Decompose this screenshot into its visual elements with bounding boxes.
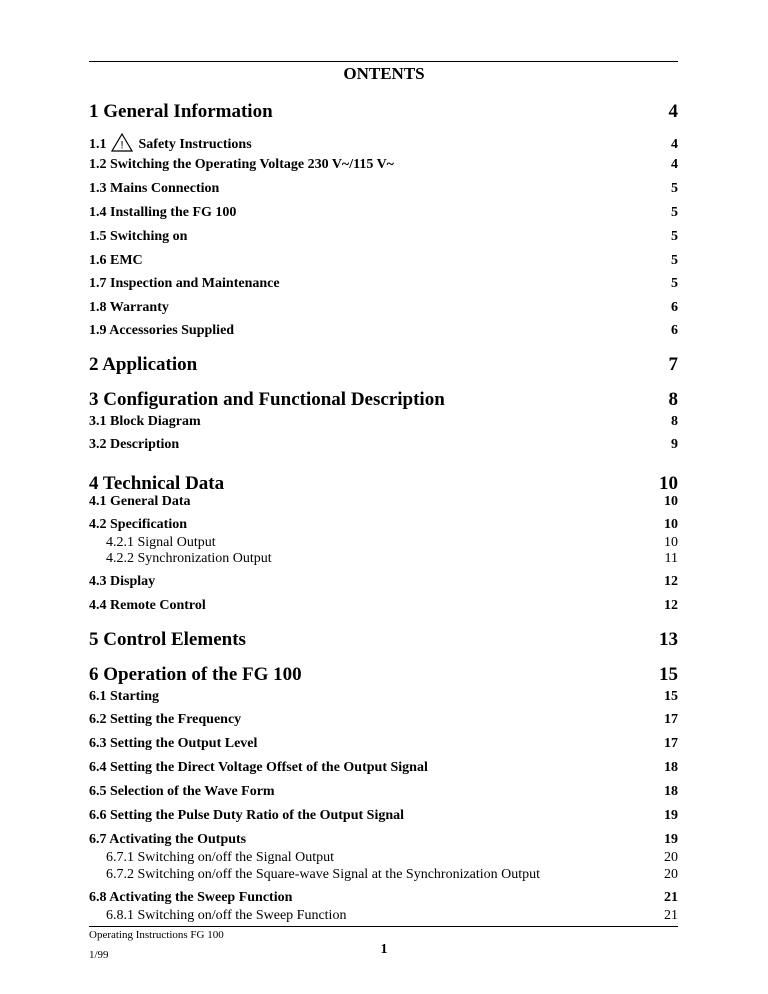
toc-entry[interactable] — [89, 808, 678, 824]
toc-entry[interactable] — [89, 760, 678, 776]
toc-entry-label: 6.7.1 Switching on/off the Signal Output — [106, 850, 335, 865]
toc-entry-label: 5 Control Elements — [89, 629, 246, 650]
toc-entry[interactable] — [89, 133, 678, 157]
toc-entry-label: 3.2 Description — [89, 437, 180, 452]
toc-entry[interactable] — [89, 517, 678, 533]
toc-entry[interactable] — [89, 389, 678, 411]
toc-entry-page: 19 — [664, 808, 678, 823]
toc-entry-page: 18 — [664, 784, 678, 799]
toc-entry-label: 6 Operation of the FG 100 — [89, 664, 302, 685]
toc-entry[interactable] — [89, 473, 678, 495]
toc-entry[interactable] — [89, 664, 678, 686]
toc-entry[interactable] — [89, 101, 678, 123]
toc-entry[interactable] — [89, 300, 678, 316]
toc-entry-page: 5 — [671, 205, 678, 220]
warning-triangle-icon — [111, 133, 133, 157]
toc-entry-label: 1.3 Mains Connection — [89, 181, 220, 196]
svg-text:!: ! — [119, 139, 124, 152]
toc-entry-label: 1.4 Installing the FG 100 — [89, 205, 237, 220]
toc-entry[interactable] — [89, 323, 678, 339]
toc-entry-label: 6.2 Setting the Frequency — [89, 712, 242, 727]
toc-entry-page: 21 — [664, 908, 678, 923]
toc-entry-label: 1 General Information — [89, 101, 273, 122]
toc-entry[interactable] — [89, 157, 678, 173]
toc-entry[interactable] — [106, 908, 678, 924]
toc-entry-label: 6.5 Selection of the Wave Form — [89, 784, 275, 799]
toc-entry[interactable] — [89, 253, 678, 269]
toc-entry-label: 6.4 Setting the Direct Voltage Offset of the Output Signal — [89, 760, 428, 775]
toc-entry-number: 1.1 — [89, 137, 107, 152]
toc-entry-page: 10 — [659, 473, 678, 494]
toc-entry-page: 6 — [671, 300, 678, 315]
toc-entry-page: 7 — [668, 354, 678, 375]
toc-entry-page: 17 — [664, 712, 678, 727]
toc-entry-label: 3.1 Block Diagram — [89, 414, 201, 429]
footer-doc-title: Operating Instructions FG 100 — [89, 929, 224, 941]
toc-entry-label: 4.4 Remote Control — [89, 598, 206, 613]
toc-entry[interactable] — [89, 598, 678, 614]
toc-entry-page: 10 — [664, 517, 678, 532]
toc-entry-page: 17 — [664, 736, 678, 751]
toc-entry-label — [89, 133, 252, 157]
toc-entry-label: 1.7 Inspection and Maintenance — [89, 276, 280, 291]
toc-entry[interactable] — [89, 832, 678, 848]
toc-entry-label: 6.6 Setting the Pulse Duty Ratio of the Output Signal — [89, 808, 405, 823]
toc-entry[interactable] — [89, 574, 678, 590]
toc-entry[interactable] — [89, 784, 678, 800]
toc-entry[interactable] — [89, 276, 678, 292]
toc-entry[interactable] — [89, 736, 678, 752]
toc-entry-page: 4 — [671, 137, 678, 152]
toc-entry[interactable] — [89, 354, 678, 376]
toc-entry-label: 6.1 Starting — [89, 689, 159, 704]
toc-entry-label: 6.3 Setting the Output Level — [89, 736, 258, 751]
toc-entry-page: 10 — [664, 535, 678, 550]
toc-entry-label: 1.8 Warranty — [89, 300, 169, 315]
toc-entry-label: 4.2.1 Signal Output — [106, 535, 216, 550]
toc-entry[interactable] — [89, 437, 678, 453]
toc-entry-label: 4 Technical Data — [89, 473, 225, 494]
footer-date: 1/99 — [89, 949, 109, 961]
toc-entry-page: 12 — [664, 598, 678, 613]
toc-entry-page: 6 — [671, 323, 678, 338]
toc-entry-label: 1.5 Switching on — [89, 229, 188, 244]
toc-entry[interactable] — [89, 890, 678, 906]
toc-entry-page: 5 — [671, 276, 678, 291]
toc-entry[interactable] — [89, 229, 678, 245]
toc-entry-page: 4 — [671, 157, 678, 172]
toc-entry-page: 8 — [668, 389, 678, 410]
toc-entry-page: 5 — [671, 181, 678, 196]
toc-entry[interactable] — [106, 850, 678, 866]
toc-entry-label: 6.7.2 Switching on/off the Square-wave Signal at the Synchronization Output — [106, 867, 541, 882]
toc-entry[interactable] — [106, 535, 678, 551]
toc-entry-label: 3 Configuration and Functional Description — [89, 389, 445, 410]
toc-entry-label: 4.2 Specification — [89, 517, 187, 532]
top-rule — [89, 61, 678, 62]
toc-entry-text: Safety Instructions — [138, 137, 252, 152]
toc-entry-page: 5 — [671, 253, 678, 268]
toc-entry-label: 4.2.2 Synchronization Output — [106, 551, 272, 566]
toc-entry-page: 8 — [671, 414, 678, 429]
toc-entry[interactable] — [106, 551, 678, 567]
toc-entry-page: 4 — [668, 101, 678, 122]
toc-entry-label: 1.6 EMC — [89, 253, 143, 268]
toc-entry-label: 1.9 Accessories Supplied — [89, 323, 235, 338]
toc-entry-label: 6.8 Activating the Sweep Function — [89, 890, 293, 905]
footer-page-number: 1 — [380, 942, 388, 957]
toc-entry-page: 9 — [671, 437, 678, 452]
toc-entry-label: 6.8.1 Switching on/off the Sweep Function — [106, 908, 347, 923]
toc-entry-page: 10 — [664, 494, 678, 509]
toc-entry-label: 6.7 Activating the Outputs — [89, 832, 247, 847]
page-title: ONTENTS — [343, 64, 425, 83]
toc-entry-page: 15 — [664, 689, 678, 704]
toc-entry-label: 1.2 Switching the Operating Voltage 230 V~/115 V~ — [89, 157, 394, 172]
toc-entry-label: 4.3 Display — [89, 574, 156, 589]
toc-entry-page: 15 — [659, 664, 678, 685]
toc-entry[interactable] — [89, 494, 678, 510]
toc-entry[interactable] — [89, 629, 678, 651]
toc-entry[interactable] — [89, 181, 678, 197]
toc-entry[interactable] — [89, 205, 678, 221]
toc-entry-page: 18 — [664, 760, 678, 775]
toc-entry-page: 13 — [659, 629, 678, 650]
toc-entry-page: 20 — [664, 867, 678, 882]
toc-entry-label: 2 Application — [89, 354, 198, 375]
toc-entry-page: 20 — [664, 850, 678, 865]
toc-entry[interactable] — [89, 414, 678, 430]
toc-entry-page: 5 — [671, 229, 678, 244]
toc-entry-page: 11 — [664, 551, 678, 566]
toc-entry[interactable] — [106, 867, 678, 883]
footer-rule — [89, 926, 678, 927]
toc-entry-page: 12 — [664, 574, 678, 589]
toc-entry[interactable] — [89, 712, 678, 728]
toc-entry[interactable] — [89, 689, 678, 705]
toc-entry-page: 19 — [664, 832, 678, 847]
toc-entry-page: 21 — [664, 890, 678, 905]
toc-entry-label: 4.1 General Data — [89, 494, 191, 509]
